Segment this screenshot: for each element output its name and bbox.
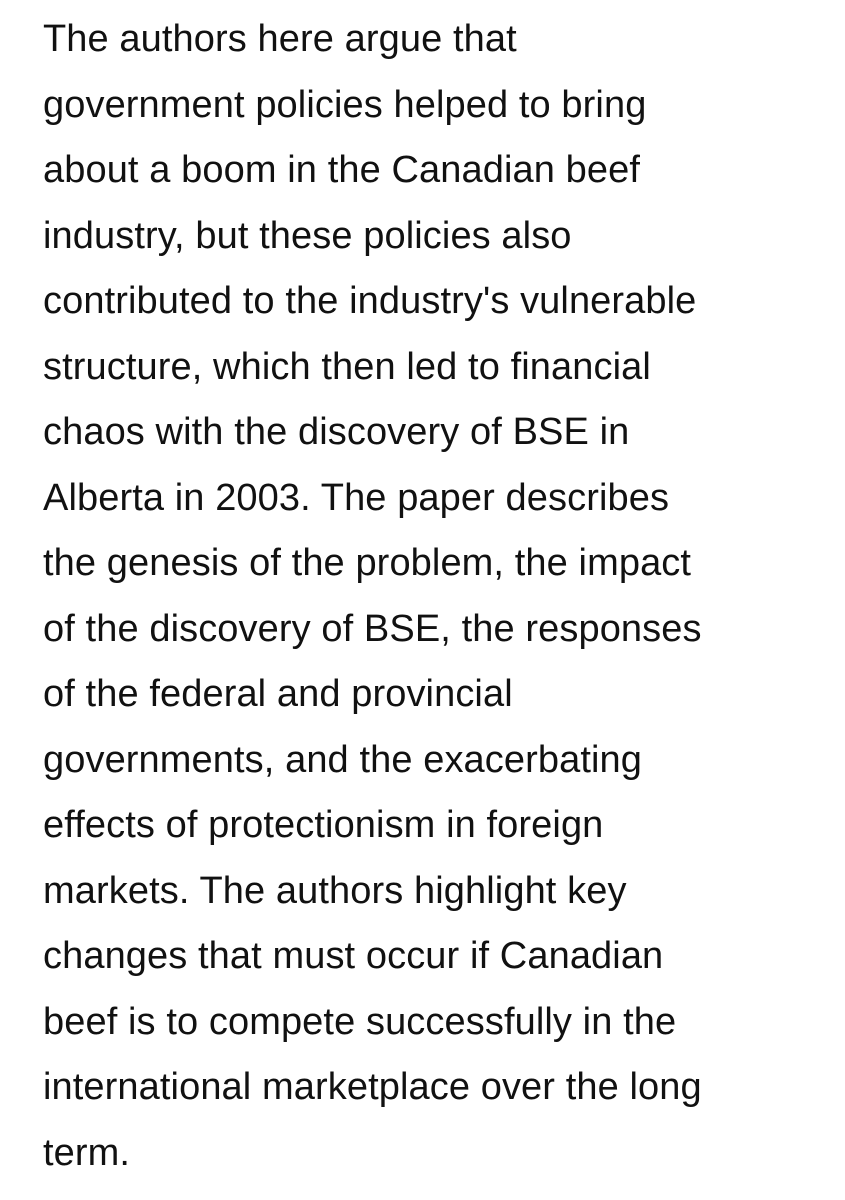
text-line: governments, and the exacerbating xyxy=(43,738,643,781)
text-line: term. xyxy=(43,1131,131,1174)
text-line: The authors here argue that xyxy=(43,18,517,60)
text-line: beef is to compete successfully in the xyxy=(43,1000,677,1043)
text-line: chaos with the discovery of BSE in xyxy=(43,411,630,453)
abstract-paragraph xyxy=(43,7,833,1186)
text-line: structure, which then led to financial xyxy=(43,345,651,388)
text-line: Alberta in 2003. The paper describes xyxy=(43,476,670,519)
text-line: contributed to the industry's vulnerable xyxy=(43,280,697,322)
text-line: international marketplace over the long xyxy=(43,1066,702,1108)
text-line: industry, but these policies also xyxy=(43,214,572,257)
text-line: of the discovery of BSE, the responses xyxy=(43,607,702,650)
text-line: markets. The authors highlight key xyxy=(43,869,627,912)
text-line: changes that must occur if Canadian xyxy=(43,935,664,977)
text-line: government policies helped to bring xyxy=(43,83,647,126)
text-line: of the federal and provincial xyxy=(43,673,513,715)
text-line: about a boom in the Canadian beef xyxy=(43,149,640,191)
text-line: effects of protectionism in foreign xyxy=(43,804,604,846)
text-line: the genesis of the problem, the impact xyxy=(43,542,692,584)
